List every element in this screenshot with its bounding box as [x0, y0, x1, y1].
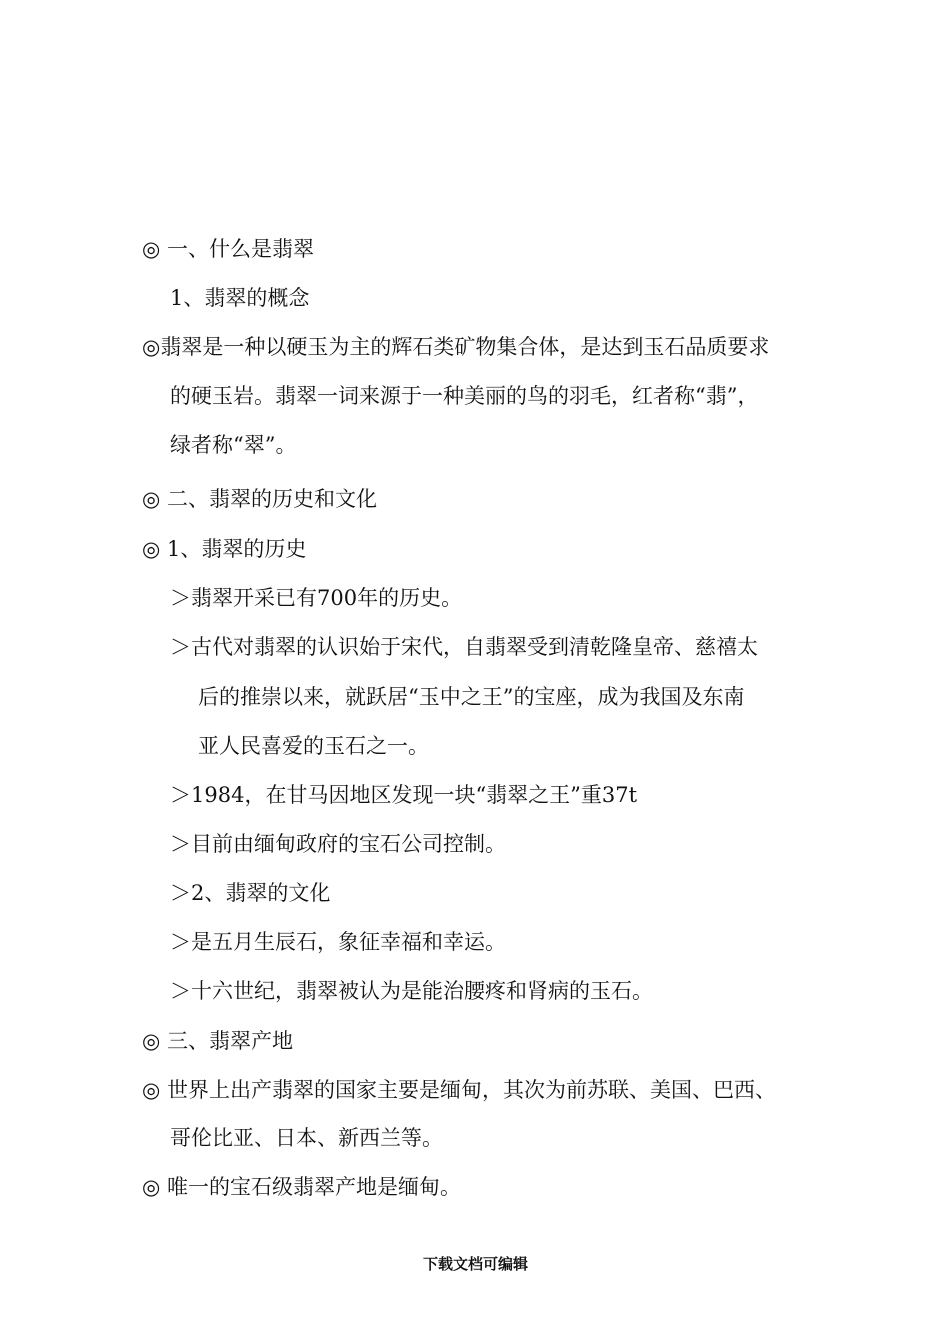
paragraph-line-1: ◎翡翠是一种以硬玉为主的辉石类矿物集合体，是达到玉石品质要求 [142, 335, 770, 359]
subheading-1-1: 1、翡翠的概念 [170, 286, 310, 310]
bullet-line-4: 亚人民喜爱的玉石之一。 [198, 734, 429, 758]
paragraph-2-line-2: 哥伦比亚、日本、新西兰等。 [170, 1126, 443, 1150]
paragraph-2-line-1: ◎ 世界上出产翡翠的国家主要是缅甸，其次为前苏联、美国、巴西、 [142, 1078, 776, 1102]
bullet-line-2: ＞古代对翡翠的认识始于宋代，自翡翠受到清乾隆皇帝、慈禧太 [170, 635, 758, 659]
paragraph-line-2: 的硬玉岩。翡翠一词来源于一种美丽的鸟的羽毛，红者称“翡”， [170, 384, 759, 408]
paragraph-3-line-1: ◎ 唯一的宝石级翡翠产地是缅甸。 [142, 1175, 461, 1199]
bullet-line-6: ＞目前由缅甸政府的宝石公司控制。 [170, 832, 506, 856]
heading-1: ◎ 一、什么是翡翠 [142, 237, 314, 261]
heading-3: ◎ 三、翡翠产地 [142, 1029, 293, 1053]
heading-2: ◎ 二、翡翠的历史和文化 [142, 487, 377, 511]
bullet-line-3: 后的推崇以来，就跃居“玉中之王”的宝座，成为我国及东南 [198, 685, 745, 709]
download-footer-text: 下载文档可编辑 [423, 1255, 529, 1273]
subheading-2-1: ◎ 1、翡翠的历史 [142, 537, 307, 561]
bullet-line-1: ＞翡翠开采已有700年的历史。 [170, 586, 463, 610]
bullet-line-9: ＞十六世纪，翡翠被认为是能治腰疼和肾病的玉石。 [170, 979, 653, 1003]
bullet-line-5: ＞1984，在甘马因地区发现一块“翡翠之王”重37t [170, 783, 638, 807]
paragraph-line-3: 绿者称“翠”。 [170, 433, 297, 457]
bullet-line-7: ＞2、翡翠的文化 [170, 881, 331, 905]
bullet-line-8: ＞是五月生辰石，象征幸福和幸运。 [170, 930, 506, 954]
